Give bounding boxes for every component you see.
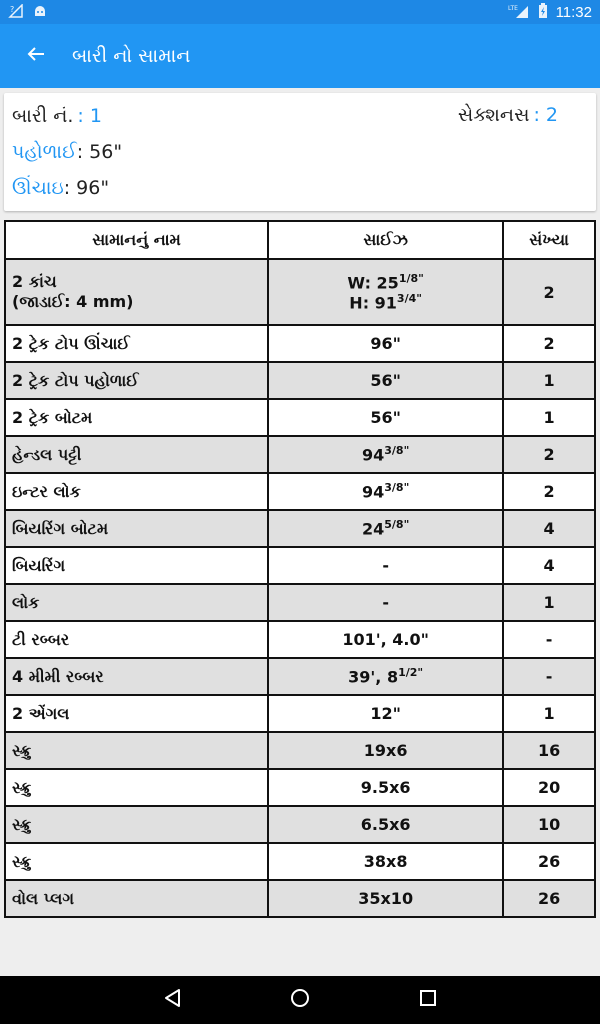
- material-name-cell: [5, 362, 268, 399]
- material-name: સ્ક્રુ: [12, 740, 32, 760]
- header-material-name: સામાનનું નામ: [5, 221, 268, 259]
- width-value: : 56": [76, 141, 123, 163]
- width-label: પહોળાઈ: [12, 141, 77, 163]
- table-row: [5, 621, 595, 658]
- material-name-cell: [5, 843, 268, 880]
- size-cell: [268, 621, 503, 658]
- size-cell: [268, 436, 503, 473]
- quantity-cell: 2: [503, 325, 595, 362]
- size-fraction-secondary: 3/4": [396, 292, 422, 305]
- size-fraction: 1/8": [398, 271, 424, 285]
- material-name: 2 ટ્રેક બોટમ: [12, 407, 93, 427]
- material-name: 2 ટ્રેક ટોપ પહોળાઈ: [12, 370, 139, 390]
- triangle-back-icon: [163, 988, 181, 1012]
- size-cell: [268, 259, 503, 325]
- size-cell: [268, 325, 503, 362]
- material-name: બિયરિંગ બોટમ: [12, 518, 109, 538]
- height-row: [12, 177, 109, 199]
- quantity-cell: -: [503, 658, 595, 695]
- size-value: 6.5x6: [360, 815, 411, 834]
- table-row: [5, 473, 595, 510]
- size-value: 38x8: [363, 852, 408, 871]
- sections-row: [458, 104, 558, 126]
- size-cell: [268, 658, 503, 695]
- quantity-cell: 2: [503, 259, 595, 325]
- window-number-label: બારી નં.: [12, 105, 74, 127]
- material-name: 2 એંગલ: [12, 703, 70, 723]
- size-value: W: 25: [347, 273, 399, 292]
- table-row: [5, 547, 595, 584]
- size-value: 19x6: [363, 741, 408, 760]
- status-left: [8, 4, 48, 21]
- window-number-value: : 1: [77, 105, 102, 127]
- size-value: 56": [370, 371, 401, 390]
- table-row: [5, 510, 595, 547]
- material-name-cell: [5, 473, 268, 510]
- status-bar: [0, 0, 600, 24]
- material-name: 2 કાંચ: [12, 272, 57, 291]
- header-quantity: સંખ્યા: [503, 221, 595, 259]
- app-bar: [0, 24, 600, 88]
- size-value: -: [382, 593, 389, 612]
- table-row: [5, 806, 595, 843]
- size-value: 39', 8: [348, 667, 399, 687]
- size-value: 101', 4.0": [342, 630, 429, 649]
- material-name: ટી રબ્બર: [12, 629, 70, 649]
- table-header-row: [5, 221, 595, 259]
- material-name-cell: [5, 732, 268, 769]
- quantity-cell: 2: [503, 436, 595, 473]
- material-name: લોક: [12, 592, 40, 612]
- material-name-cell: [5, 259, 268, 325]
- size-value: 35x10: [358, 889, 414, 908]
- material-name-cell: [5, 806, 268, 843]
- header-size: સાઈઝ: [268, 221, 503, 259]
- square-recents-icon: [419, 989, 437, 1011]
- size-cell: [268, 769, 503, 806]
- quantity-cell: 26: [503, 843, 595, 880]
- status-right: [508, 3, 592, 22]
- size-value: 96": [370, 334, 401, 353]
- table-row: [5, 695, 595, 732]
- size-cell: [268, 843, 503, 880]
- table-row: [5, 399, 595, 436]
- window-info-card: [4, 93, 596, 211]
- material-name: બિયરિંગ: [12, 555, 66, 575]
- material-name: ઇન્ટર લોક: [12, 481, 81, 501]
- android-icon: [32, 4, 48, 21]
- quantity-cell: 2: [503, 473, 595, 510]
- table-row: [5, 325, 595, 362]
- height-label: ઊંચાઇ: [12, 177, 64, 199]
- back-button[interactable]: [0, 24, 72, 88]
- material-name: 2 ટ્રેક ટોપ ઊંચાઈ: [12, 333, 130, 353]
- width-row: [12, 141, 122, 163]
- nav-back-button[interactable]: [154, 982, 190, 1018]
- navigation-bar: [0, 976, 600, 1024]
- arrow-left-icon: [27, 46, 45, 66]
- status-time: 11:32: [555, 3, 592, 21]
- table-row: [5, 259, 595, 325]
- material-name: સ્ક્રુ: [12, 777, 32, 797]
- size-cell: [268, 473, 503, 510]
- material-name-cell: [5, 658, 268, 695]
- nav-home-button[interactable]: [282, 982, 318, 1018]
- nav-recents-button[interactable]: [410, 982, 446, 1018]
- svg-text:?: ?: [10, 4, 15, 14]
- size-value: 9.5x6: [360, 778, 411, 797]
- size-value: -: [382, 556, 389, 575]
- table-row: [5, 732, 595, 769]
- material-name-cell: [5, 621, 268, 658]
- material-name: હેન્ડલ પટ્ટી: [12, 444, 82, 464]
- size-cell: [268, 510, 503, 547]
- quantity-cell: 4: [503, 510, 595, 547]
- table-row: [5, 658, 595, 695]
- material-name-cell: [5, 769, 268, 806]
- size-cell: [268, 362, 503, 399]
- quantity-cell: 26: [503, 880, 595, 917]
- size-value: 94: [361, 445, 385, 465]
- table-row: [5, 584, 595, 621]
- size-value: 56": [370, 408, 401, 427]
- sections-label: સેક્શનસ: [457, 104, 530, 126]
- window-number-row: [12, 105, 102, 127]
- battery-charging-icon: [538, 3, 548, 22]
- material-name: સ્ક્રુ: [12, 814, 32, 834]
- material-name-detail: (જાડાઈ: 4 mm): [12, 292, 134, 311]
- quantity-cell: 1: [503, 399, 595, 436]
- size-fraction: 3/8": [384, 481, 410, 495]
- table-row: [5, 769, 595, 806]
- size-cell: [268, 547, 503, 584]
- height-value: : 96": [63, 177, 110, 199]
- material-name-cell: [5, 547, 268, 584]
- material-name-cell: [5, 510, 268, 547]
- size-fraction: 3/8": [384, 444, 410, 458]
- size-fraction: 5/8": [384, 518, 410, 532]
- quantity-cell: 1: [503, 362, 595, 399]
- material-name-cell: [5, 399, 268, 436]
- size-cell: [268, 880, 503, 917]
- size-cell: [268, 695, 503, 732]
- quantity-cell: 16: [503, 732, 595, 769]
- size-value: 12": [370, 704, 401, 723]
- material-name: વોલ પ્લગ: [12, 888, 75, 908]
- material-name-cell: [5, 325, 268, 362]
- material-name-cell: [5, 584, 268, 621]
- size-value: 94: [361, 482, 385, 502]
- circle-home-icon: [289, 987, 311, 1013]
- material-name: સ્ક્રુ: [12, 851, 32, 871]
- size-cell: [268, 584, 503, 621]
- quantity-cell: -: [503, 621, 595, 658]
- signal-question-icon: [8, 4, 24, 21]
- quantity-cell: 20: [503, 769, 595, 806]
- table-row: [5, 436, 595, 473]
- quantity-cell: 4: [503, 547, 595, 584]
- size-cell: [268, 399, 503, 436]
- quantity-cell: 1: [503, 695, 595, 732]
- table-row: [5, 362, 595, 399]
- size-value-secondary: H: 91: [349, 293, 397, 313]
- lte-signal-icon: [508, 3, 530, 22]
- size-cell: [268, 732, 503, 769]
- table-row: [5, 843, 595, 880]
- material-name-cell: [5, 880, 268, 917]
- sections-value: : 2: [533, 104, 558, 126]
- material-name: 4 મીમી રબ્બર: [12, 666, 104, 686]
- svg-text:LTE: LTE: [507, 4, 518, 12]
- size-value: 24: [361, 519, 385, 539]
- quantity-cell: 1: [503, 584, 595, 621]
- quantity-cell: 10: [503, 806, 595, 843]
- table-row: [5, 880, 595, 917]
- material-name-cell: [5, 436, 268, 473]
- table-body: [5, 259, 595, 917]
- material-name-cell: [5, 695, 268, 732]
- material-table: [4, 220, 596, 918]
- page-title: બારી નો સામાન: [72, 45, 191, 67]
- size-fraction: 1/2": [398, 666, 424, 680]
- size-cell: [268, 806, 503, 843]
